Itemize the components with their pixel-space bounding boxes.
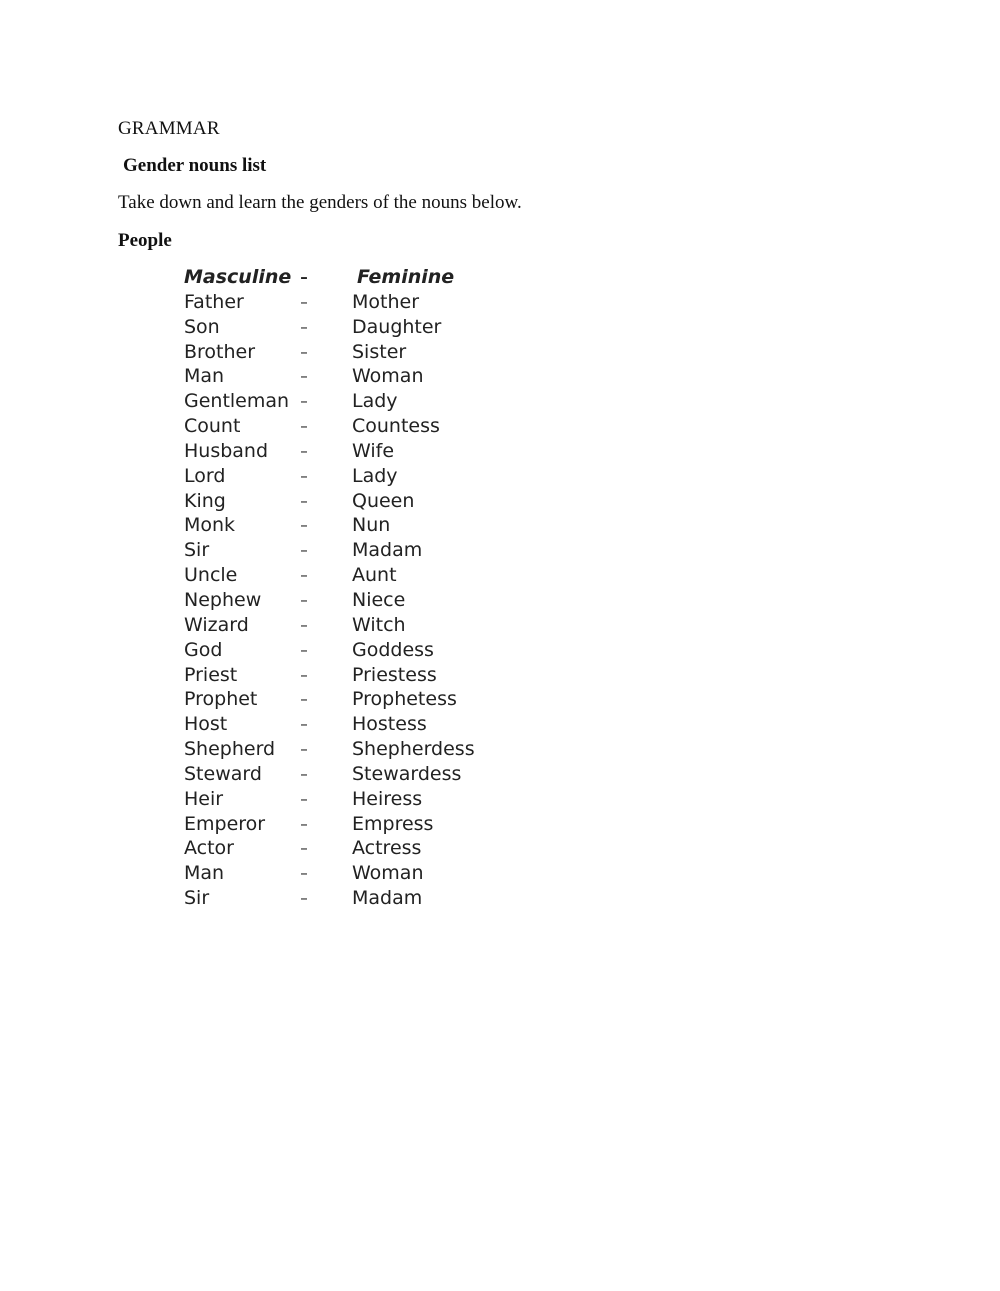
masculine-noun: Monk <box>184 514 236 537</box>
feminine-noun: Priestess <box>352 663 437 686</box>
dash-separator: – <box>300 317 308 336</box>
masculine-noun: God <box>184 638 223 661</box>
table-row <box>184 712 504 737</box>
table-header-row <box>184 265 504 290</box>
feminine-noun: Woman <box>352 365 424 388</box>
masculine-noun: Nephew <box>184 588 262 611</box>
masculine-noun: Man <box>184 862 225 885</box>
dash-separator: – <box>300 566 308 585</box>
table-row <box>184 663 504 688</box>
table-row <box>184 414 504 439</box>
feminine-noun: Lady <box>352 390 398 413</box>
feminine-noun: Witch <box>352 613 406 636</box>
table-row <box>184 439 504 464</box>
feminine-noun: Lady <box>352 464 398 487</box>
feminine-noun: Madam <box>352 887 423 910</box>
document-subheading: Gender nouns list <box>123 155 267 176</box>
table-row <box>184 489 504 514</box>
masculine-noun: Priest <box>184 663 238 686</box>
masculine-noun: Sir <box>184 887 210 910</box>
dash-separator: – <box>300 665 308 684</box>
table-row <box>184 290 504 315</box>
dash-separator: – <box>300 889 308 908</box>
masculine-noun: Actor <box>184 837 234 860</box>
feminine-noun: Aunt <box>352 564 397 587</box>
feminine-noun: Woman <box>352 862 424 885</box>
masculine-noun: Man <box>184 365 225 388</box>
table-row <box>184 315 504 340</box>
masculine-noun: Sir <box>184 539 210 562</box>
masculine-noun: Heir <box>184 787 224 810</box>
feminine-noun: Prophetess <box>352 688 457 711</box>
dash-separator: – <box>300 417 308 436</box>
masculine-header: Masculine <box>184 266 292 288</box>
dash-separator: – <box>300 516 308 535</box>
masculine-noun: Count <box>184 415 241 438</box>
table-row <box>184 737 504 762</box>
feminine-noun: Stewardess <box>352 762 462 785</box>
dash-separator: – <box>300 466 308 485</box>
masculine-noun: Emperor <box>184 812 266 835</box>
table-row <box>184 762 504 787</box>
table-row <box>184 563 504 588</box>
header-dash: – <box>300 268 308 286</box>
table-row <box>184 613 504 638</box>
feminine-header: Feminine <box>357 266 455 288</box>
masculine-noun: Shepherd <box>184 738 276 761</box>
document-heading: GRAMMAR <box>118 118 220 139</box>
masculine-noun: Wizard <box>184 613 249 636</box>
feminine-noun: Madam <box>352 539 423 562</box>
table-body <box>184 290 504 911</box>
dash-separator: – <box>300 392 308 411</box>
feminine-noun: Niece <box>352 588 406 611</box>
dash-separator: – <box>300 342 308 361</box>
feminine-noun: Wife <box>352 439 395 462</box>
masculine-noun: Brother <box>184 340 256 363</box>
table-row <box>184 836 504 861</box>
dash-separator: – <box>300 864 308 883</box>
masculine-noun: Son <box>184 315 220 338</box>
masculine-noun: Gentleman <box>184 390 290 413</box>
masculine-noun: Lord <box>184 464 226 487</box>
dash-separator: – <box>300 839 308 858</box>
dash-separator: – <box>300 615 308 634</box>
instruction-text: Take down and learn the genders of the nouns below. <box>118 192 522 213</box>
feminine-noun: Nun <box>352 514 391 537</box>
feminine-noun: Mother <box>352 290 420 313</box>
feminine-noun: Shepherdess <box>352 738 475 761</box>
table-row <box>184 513 504 538</box>
table-row <box>184 464 504 489</box>
table-row <box>184 787 504 812</box>
dash-separator: – <box>300 491 308 510</box>
feminine-noun: Countess <box>352 415 440 438</box>
dash-separator: – <box>300 367 308 386</box>
dash-separator: – <box>300 789 308 808</box>
table-row <box>184 588 504 613</box>
masculine-noun: King <box>184 489 226 512</box>
feminine-noun: Hostess <box>352 713 427 736</box>
dash-separator: – <box>300 541 308 560</box>
dash-separator: – <box>300 590 308 609</box>
feminine-noun: Heiress <box>352 787 423 810</box>
masculine-noun: Father <box>184 290 244 313</box>
table-row <box>184 538 504 563</box>
feminine-noun: Empress <box>352 812 434 835</box>
dash-separator: – <box>300 764 308 783</box>
feminine-noun: Queen <box>352 489 415 512</box>
feminine-noun: Daughter <box>352 315 442 338</box>
masculine-noun: Prophet <box>184 688 258 711</box>
dash-separator: – <box>300 814 308 833</box>
gender-nouns-table <box>184 265 504 911</box>
table-row <box>184 886 504 911</box>
section-title: People <box>118 230 172 251</box>
table-row <box>184 340 504 365</box>
table-row <box>184 861 504 886</box>
table-row <box>184 364 504 389</box>
table-row <box>184 687 504 712</box>
masculine-noun: Steward <box>184 762 262 785</box>
dash-separator: – <box>300 690 308 709</box>
feminine-noun: Sister <box>352 340 407 363</box>
table-row <box>184 812 504 837</box>
dash-separator: – <box>300 740 308 759</box>
masculine-noun: Husband <box>184 439 269 462</box>
dash-separator: – <box>300 715 308 734</box>
table-row <box>184 638 504 663</box>
dash-separator: – <box>300 640 308 659</box>
feminine-noun: Actress <box>352 837 422 860</box>
dash-separator: – <box>300 441 308 460</box>
masculine-noun: Uncle <box>184 564 238 587</box>
feminine-noun: Goddess <box>352 638 434 661</box>
masculine-noun: Host <box>184 713 228 736</box>
table-row <box>184 389 504 414</box>
dash-separator: – <box>300 292 308 311</box>
